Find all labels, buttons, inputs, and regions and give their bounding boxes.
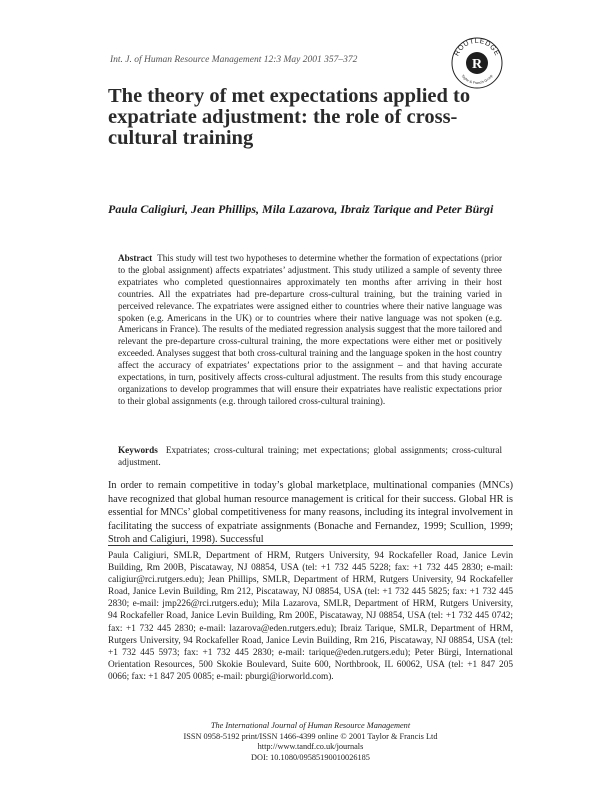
publication-footer (108, 721, 513, 763)
keywords (118, 445, 502, 469)
logo-publisher-text: ROUTLEDGE (453, 37, 501, 58)
logo-group-text: Taylor & Francis Group (460, 73, 494, 85)
footer-journal: The International Journal of Human Resource Management (210, 721, 411, 730)
keywords-label: Keywords (118, 445, 158, 455)
abstract-label: Abstract (118, 253, 153, 263)
logo-letter: R (471, 57, 483, 72)
abstract-text: This study will test two hypotheses to determine whether the formation of expectations (prior to the global assignment) affects expatriates’ adjustment. This study utilized a sample of seventy three expatriates who completed questionnaires approximately ten months after arriving in their host countries. All the expatriates had pre-departure cross-cultural training, but the training varied in perceived relevance. The expatriates were assigned either to countries where their native language was spoken (e.g. Americans in the UK) or to countries where their native language was not spoken (e.g. Americans in France). The results of the mediated regression analysis suggest that the more tailored and relevant the pre-departure cross-cultural training, the more expectations were either met or positively exceeded. Analyses suggest that both cross-cultural training and the language spoken in the host country affect the accuracy of expatriates’ expectations prior to the assignment – and that having accurate expectations, in turn, positively affects cross-cultural adjustment. The results from this study encourage organizations to develop programmes that will ensure their expatriates have realistic expectations prior to their global assignments (e.g. through tailored cross-cultural training). (118, 253, 503, 406)
author-affiliations: Paula Caligiuri, SMLR, Department of HRM, Rutgers University, 94 Rockafeller Road, Janice Levin Building, Rm 200B, Piscataway, NJ 08854, USA (tel: +1 732 445 5228; fax: +1 732 445 2830; e-mail: caligiur@rci.rutgers.edu); Jean Phillips, SMLR, Department of HRM, Rutgers University, 94 Rockafeller Road, Janice Levin Building, Rm 212, Piscataway, NJ 08854, USA (tel: +1 732 445 5825; fax: +1 732 445 2830; e-mail: jmp226@rci.rutgers.edu); Mila Lazarova, SMLR, Department of HRM, Rutgers University, 94 Rockafeller Road, Janice Levin Building, Rm 200E, Piscataway, NJ 08854, USA (tel: +1 732 445 0742; fax: +1 732 445 2830; e-mail: lazarova@eden.rutgers.edu); Ibraiz Tarique, SMLR, Department of HRM, Rutgers University, 94 Rockafeller Road, Janice Levin Building, Rm 216, Piscataway, NJ 08854, USA (tel: +1 732 445 5973; fax: +1 732 445 2830; e-mail: tarique@eden.rutgers.edu); Peter Bürgi, International Orientation Resources, 500 Skokie Boulevard, Suite 600, Northbrook, IL 60062, USA (tel: +1 847 205 0066; fax: +1 847 205 0085; e-mail: pburgi@iorworld.com). (108, 551, 513, 682)
author-list: Paula Caligiuri, Jean Phillips, Mila Lazarova, Ibraiz Tarique and Peter Bürgi (108, 202, 494, 216)
footer-doi: DOI: 10.1080/09585190010026185 (251, 752, 370, 762)
article-title: The theory of met expectations applied to expatriate adjustment: the role of cross-cultural training (108, 85, 471, 149)
footer-issn: ISSN 0958-5192 print/ISSN 1466-4399 online © 2001 Taylor & Francis Ltd (183, 731, 438, 741)
footer-url[interactable]: http://www.tandf.co.uk/journals (257, 742, 364, 752)
keywords-text: Expatriates; cross-cultural training; met expectations; global assignments; cross-cultural adjustment. (118, 445, 502, 467)
footnote-divider (108, 545, 513, 546)
intro-paragraph: In order to remain competitive in today’s global marketplace, multinational companies (MNCs) have recognized that global human resource management is critical for their success. Global HR is essential for MNCs’ global competitiveness for many reasons, including its integral involvement in facilitating the success of expatriate assignments (Bonache and Fernandez, 1999; Scullion, 1999; Stroh and Caligiuri, 1998). Successful (108, 480, 513, 545)
abstract (118, 253, 502, 408)
running-head: Int. J. of Human Resource Management 12:3 May 2001 357–372 (110, 55, 358, 65)
routledge-logo (448, 32, 506, 90)
